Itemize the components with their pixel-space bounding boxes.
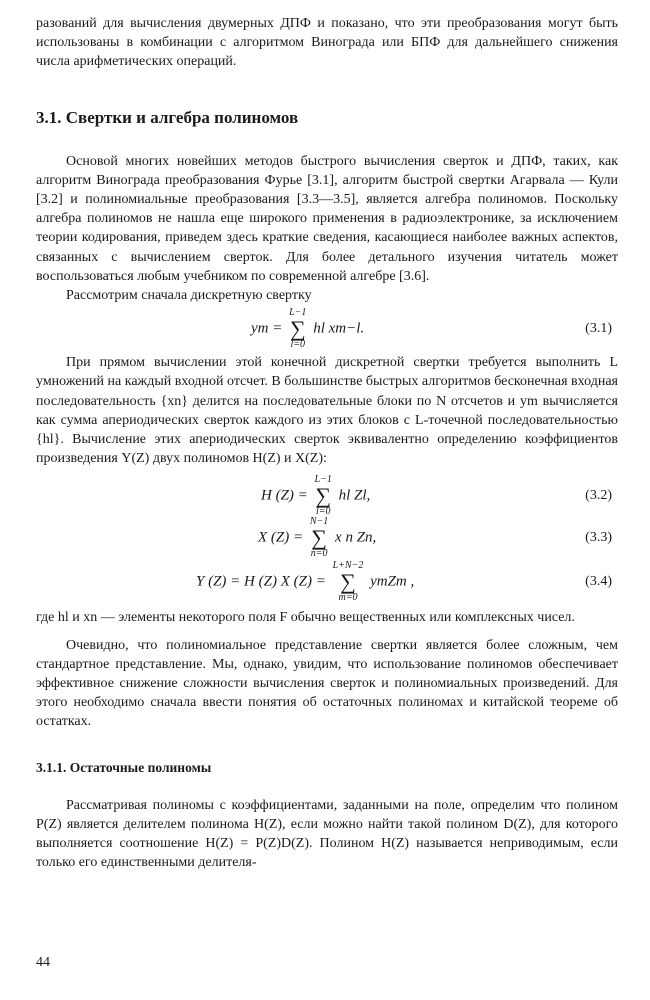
eq2-sum: L−1 ∑ l=0 [314, 474, 332, 518]
eq4-sum: L+N−2 ∑ m=0 [332, 560, 364, 604]
eq1-sum: L−1 ∑ l=0 [289, 307, 307, 351]
eq3-number: (3.3) [585, 530, 612, 546]
eq1-rhs: hl xm−l. [313, 320, 365, 337]
eq4-lhs: Y (Z) = H (Z) X (Z) = [196, 573, 326, 590]
eq2-number: (3.2) [585, 488, 612, 504]
page-body [36, 14, 618, 872]
paragraph-3: При прямом вычислении этой конечной дискретной свертки требуется выполнить L умножений на каждый входной отсчет. В большинстве быстрых алгоритмов бесконечная входная последовательность {xn} делится на последовательные блоки по N отсчетов и ym вычисляется как сумма апериодических сверток каждого из этих блоков с L-точечной последовательностью {hl}. Вычисление этих апериодических сверток эквивалентно определению коэффициентов произведения Y(Z) двух полиномов H(Z) и X(Z): [36, 355, 618, 467]
eq1-lhs: ym = [251, 320, 283, 337]
intro-paragraph: разований для вычисления двумерных ДПФ и показано, что эти преобразования могут быть использованы в комбинации с алгоритмом Винограда или БПФ для дальнейшего снижения числа арифметических операций. [36, 16, 618, 70]
paragraph-6: Рассматривая полиномы с коэффициентами, заданными на поле, определим что полином P(Z) является делителем полинома H(Z), если можно найти такой полином D(Z), для которого выполняется соотношение H(Z) = P(Z)D(Z). Полином H(Z) называется неприводимым, если только его единственными делителя- [36, 797, 618, 871]
section-heading: 3.1. Свертки и алгебра полиномов [36, 107, 299, 127]
eq4-rhs: ymZm , [370, 573, 415, 590]
paragraph-4: где hl и xn — элементы некоторого поля F обычно вещественных или комплексных чисел. [36, 610, 575, 626]
eq2-lhs: H (Z) = [261, 487, 308, 504]
eq2-rhs: hl Zl, [338, 487, 371, 504]
paragraph-5: Очевидно, что полиномиальное представление свертки является более сложным, чем стандартное представление. Мы, однако, увидим, что использование полиномов обеспечивает эффективное снижение сложности вычисления сверток и полиномиальных произведений. Для этого необходимо сначала ввести понятия об остаточных полиномах и китайской теореме об остатках. [36, 637, 618, 730]
equation-3-1 [36, 307, 618, 351]
eq3-rhs: x n Zn, [335, 529, 377, 546]
equation-3-2 [36, 474, 618, 518]
eq3-sum: N−1 ∑ n=0 [309, 516, 329, 560]
eq3-lhs: X (Z) = [258, 529, 304, 546]
page-number: 44 [36, 955, 50, 970]
eq1-number: (3.1) [585, 321, 612, 337]
equation-3-3 [36, 516, 618, 560]
subsection-heading: 3.1.1. Остаточные полиномы [36, 759, 212, 775]
paragraph-1: Основой многих новейших методов быстрого вычисления сверток и ДПФ, таких, как алгоритм Винограда преобразования Фурье [3.1], алгоритм быстрой свертки Агарвала — Кули [3.2] и полиномиальные преобразования [3.3—3.5], является алгебра полиномов. Поскольку алгебра полиномов не нашла еще широкого применения в радиоэлектронике, за исключением теории кодирования, приведем здесь краткие сведения, касающиеся наиболее важных аспектов, связанных с вычислением сверток. Для более детального изучения читатель может воспользоваться любым учебником по современной алгебре [3.6]. [36, 153, 618, 284]
eq4-number: (3.4) [585, 574, 612, 590]
paragraph-2: Рассмотрим сначала дискретную свертку [66, 288, 312, 304]
equation-3-4 [36, 562, 618, 602]
